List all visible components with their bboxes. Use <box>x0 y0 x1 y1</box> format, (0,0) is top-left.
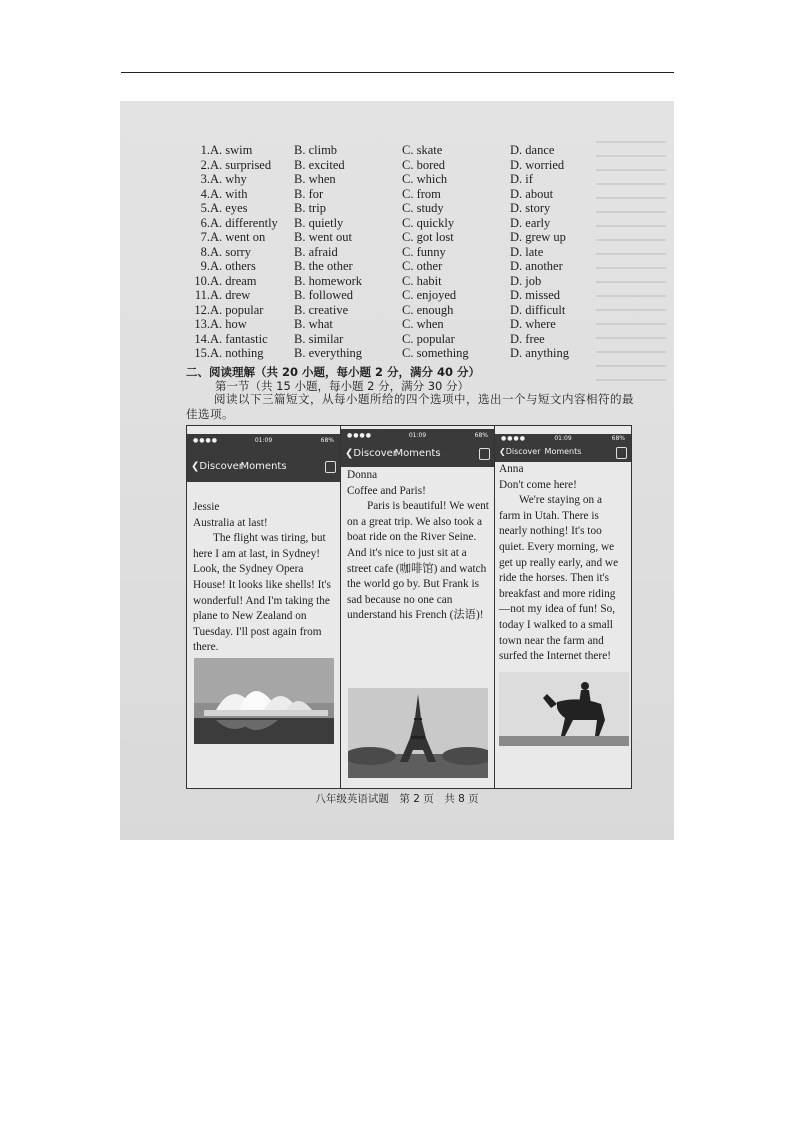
back-label: Discover <box>505 447 541 456</box>
post-body: We're staying on a farm in Utah. There is nearly nothing! It's too quiet. Every morning, we get up really early, and we ride the horses. Then it's breakfast and more riding—not my idea of fun! So, today I walked to a small town near the farm and surfed the Internet there! <box>499 494 619 663</box>
option-b: B. followed <box>294 288 354 302</box>
post-author: Anna <box>499 463 524 475</box>
battery-level: 68% <box>611 435 625 442</box>
option-d: D. if <box>510 172 533 186</box>
question-number: 6. <box>200 215 210 230</box>
scanned-exam-page <box>120 101 674 840</box>
signal-icon: ●●●● <box>501 435 526 442</box>
option-b: B. similar <box>294 331 344 346</box>
option-c: C. quickly <box>402 215 455 230</box>
option-b: B. when <box>294 172 336 186</box>
header-rule <box>121 72 674 73</box>
option-d: D. missed <box>510 288 560 302</box>
option-b: B. for <box>294 186 324 201</box>
back-label: Discover <box>353 448 397 459</box>
cloze-options-table <box>190 143 600 361</box>
option-row <box>190 187 600 202</box>
option-b: B. climb <box>294 143 338 157</box>
option-c: C. funny <box>402 244 446 259</box>
signal-icon: ●●●● <box>193 437 218 444</box>
phone-header <box>495 434 631 462</box>
option-d: D. dance <box>510 143 555 157</box>
back-label: Discover <box>199 461 243 472</box>
option-d: D. grew up <box>510 230 566 244</box>
option-row <box>190 143 600 158</box>
nav-title: Moments <box>544 447 582 456</box>
option-b: B. homework <box>294 273 363 288</box>
option-a: A. why <box>210 172 247 186</box>
question-number: 15. <box>194 346 210 360</box>
camera-icon[interactable] <box>479 448 490 460</box>
option-d: D. early <box>510 215 551 230</box>
option-row <box>190 158 600 173</box>
question-number: 3. <box>200 172 210 186</box>
nav-bar <box>191 454 336 480</box>
option-c: C. something <box>402 346 469 360</box>
post-title: Don't come here! <box>499 478 577 491</box>
battery-level: 68% <box>320 437 334 444</box>
option-b: B. the other <box>294 259 353 273</box>
post-author: Donna <box>347 469 378 481</box>
eiffel-tower-icon <box>348 688 488 778</box>
option-c: C. popular <box>402 331 455 346</box>
option-a: A. how <box>210 317 247 331</box>
section-heading: 二、阅读理解（共 20 小题，每小题 2 分，满分 40 分） <box>186 365 481 379</box>
post-title: Australia at last! <box>193 516 268 529</box>
option-d: D. about <box>510 186 554 201</box>
question-number: 13. <box>194 317 210 331</box>
option-a: A. others <box>210 259 256 273</box>
option-row <box>190 288 600 303</box>
post-anna <box>499 462 626 665</box>
chevron-left-icon: ❮ <box>499 447 506 456</box>
option-a: A. went on <box>210 230 266 244</box>
moment-panel-donna <box>341 426 495 788</box>
option-c: C. enjoyed <box>402 288 457 302</box>
option-b: B. trip <box>294 201 326 215</box>
battery-level: 68% <box>474 432 488 439</box>
question-number: 9. <box>200 259 210 273</box>
post-body: Paris is beautiful! We went on a great trip. We also took a boat ride on the River Seine. And it's nice to just sit at a street cafe (咖啡馆) and watch the world go by. But Frank is sad because no one can understand his French (法语)! <box>347 500 489 622</box>
question-number: 7. <box>200 230 210 244</box>
page-footer: 八年级英语试题 第 2 页 共 8 页 <box>315 793 479 805</box>
option-b: B. quietly <box>294 215 344 230</box>
option-c: C. got lost <box>402 230 454 244</box>
option-row <box>190 332 600 347</box>
chevron-left-icon: ❮ <box>191 461 200 472</box>
option-a: A. drew <box>210 288 251 302</box>
option-c: C. skate <box>402 143 443 157</box>
bleed-through-shadow <box>596 141 666 381</box>
post-donna <box>347 468 489 624</box>
post-title: Coffee and Paris! <box>347 484 426 497</box>
option-c: C. when <box>402 317 444 331</box>
option-a: A. nothing <box>210 346 264 360</box>
question-number: 2. <box>200 157 210 172</box>
clock: 01:09 <box>254 437 273 444</box>
question-number: 14. <box>194 331 210 346</box>
nav-bar <box>499 444 627 460</box>
option-row <box>190 201 600 216</box>
option-b: B. went out <box>294 230 352 244</box>
option-row <box>190 230 600 245</box>
nav-title: Moments <box>240 461 287 472</box>
option-c: C. from <box>402 186 441 201</box>
option-c: C. which <box>402 172 448 186</box>
option-a: A. dream <box>210 273 257 288</box>
nav-title: Moments <box>394 448 441 459</box>
post-jessie <box>193 500 335 656</box>
option-a: A. sorry <box>210 244 251 259</box>
option-d: D. free <box>510 331 545 346</box>
option-c: C. habit <box>402 273 442 288</box>
post-body: The flight was tiring, but here I am at last, in Sydney! Look, the Sydney Opera House! It looks like shells! It's wonderful! And I'm taking the plane to New Zealand on Tuesday. I'll post again from there. <box>193 532 331 654</box>
reading-instructions: 阅读以下三篇短文，从每小题所给的四个选项中，选出一个与短文内容相符的最佳选项。 <box>186 392 634 421</box>
option-b: B. creative <box>294 302 349 317</box>
status-bar <box>193 437 334 447</box>
signal-icon: ●●●● <box>347 432 372 439</box>
option-b: B. afraid <box>294 244 338 259</box>
camera-icon[interactable] <box>325 461 336 473</box>
option-row <box>190 317 600 332</box>
option-row <box>190 172 600 187</box>
phone-header <box>341 429 494 467</box>
horse-rider-icon <box>499 672 629 746</box>
option-d: D. where <box>510 317 556 331</box>
option-c: C. other <box>402 259 443 273</box>
camera-icon[interactable] <box>616 447 627 459</box>
question-number: 8. <box>200 244 210 259</box>
option-d: D. another <box>510 259 563 273</box>
option-c: C. bored <box>402 157 446 172</box>
moment-panel-jessie <box>187 426 341 788</box>
nav-bar <box>345 441 490 467</box>
phone-header <box>187 434 340 482</box>
opera-house-icon <box>194 658 334 744</box>
option-a: A. differently <box>210 215 278 230</box>
post-author: Jessie <box>193 501 220 513</box>
option-d: D. job <box>510 273 542 288</box>
question-number: 11. <box>194 288 210 302</box>
option-d: D. worried <box>510 157 565 172</box>
question-number: 1. <box>200 143 210 157</box>
moments-panels <box>186 425 632 789</box>
question-number: 12. <box>194 302 210 317</box>
clock: 01:09 <box>554 435 572 442</box>
option-b: B. everything <box>294 346 363 360</box>
question-number: 5. <box>200 201 210 215</box>
option-a: A. fantastic <box>210 331 268 346</box>
option-d: D. anything <box>510 346 570 360</box>
clock: 01:09 <box>408 432 427 439</box>
option-a: A. swim <box>210 143 253 157</box>
option-row <box>190 245 600 260</box>
option-d: D. difficult <box>510 302 566 317</box>
option-c: C. study <box>402 201 444 215</box>
option-row <box>190 274 600 289</box>
question-number: 4. <box>200 186 210 201</box>
option-row <box>190 216 600 231</box>
option-b: B. excited <box>294 157 345 172</box>
option-a: A. eyes <box>210 201 248 215</box>
option-row <box>190 259 600 274</box>
option-d: D. late <box>510 244 544 259</box>
option-row <box>190 303 600 318</box>
question-number: 10. <box>194 273 210 288</box>
option-d: D. story <box>510 201 551 215</box>
option-c: C. enough <box>402 302 454 317</box>
chevron-left-icon: ❮ <box>345 448 354 459</box>
option-row <box>190 346 600 361</box>
option-a: A. popular <box>210 302 264 317</box>
option-a: A. surprised <box>210 157 272 172</box>
option-a: A. with <box>210 186 248 201</box>
option-b: B. what <box>294 317 333 331</box>
subsection-heading: 第一节（共 15 小题，每小题 2 分，满分 30 分） <box>215 379 470 393</box>
moment-panel-anna <box>495 426 631 788</box>
